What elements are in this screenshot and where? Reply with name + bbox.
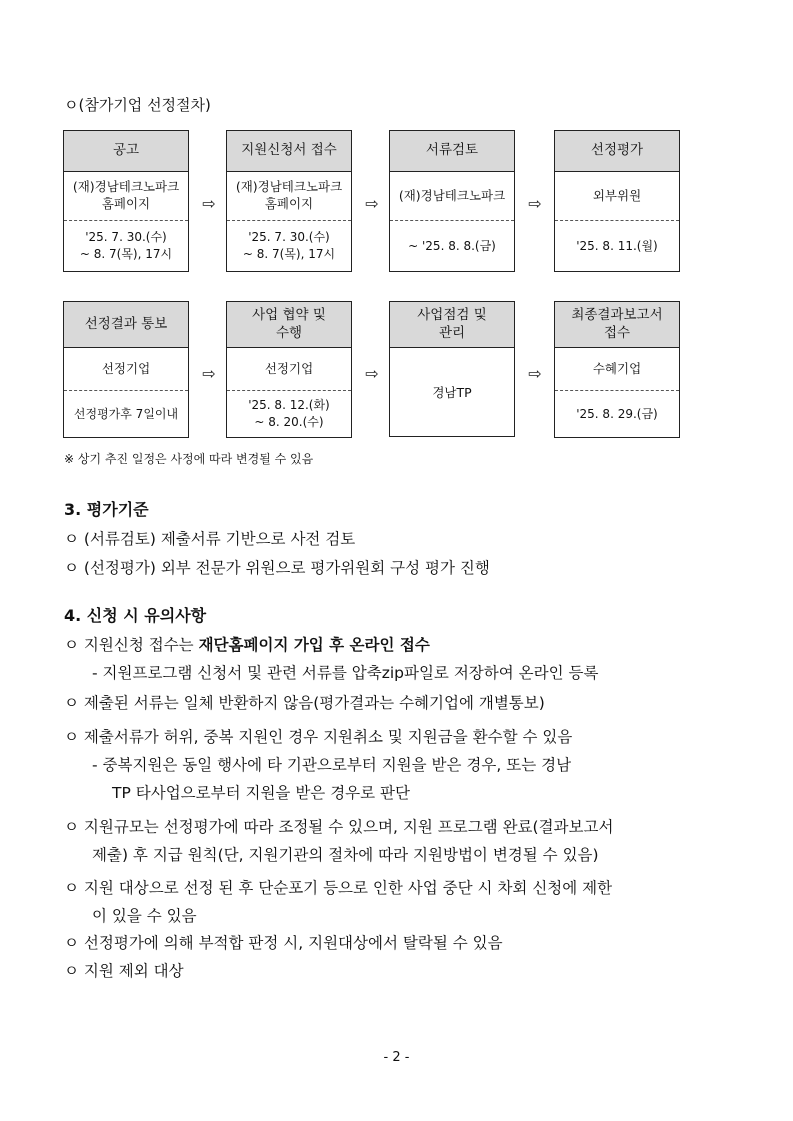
arrow-right-icon: ⇨	[365, 364, 379, 383]
sub-item: - 지원프로그램 신청서 및 관련 서류를 압축zip파일로 저장하여 온라인 등록	[92, 664, 599, 682]
step-who: (재)경남테크노파크	[390, 172, 514, 221]
item-text: ㅇ 지원신청 접수는	[64, 636, 199, 654]
item-emphasis: 재단홈페이지 가입 후 온라인 접수	[198, 636, 430, 654]
step-merged: 경남TP	[432, 385, 472, 400]
step-head: 공고	[64, 131, 188, 172]
step-head: 사업점검 및 관리	[390, 302, 514, 348]
section-title-notice: 4. 신청 시 유의사항	[64, 606, 207, 625]
arrow-right-icon: ⇨	[202, 364, 216, 383]
schedule-note: ※ 상기 추진 일정은 사정에 따라 변경될 수 있음	[64, 452, 314, 466]
list-item: ㅇ 지원규모는 선정평가에 따라 조정될 수 있으며, 지원 프로그램 완료(결과보고서	[64, 818, 614, 836]
step-when: 선정평가후 7일이내	[73, 406, 179, 421]
sub-item: - 중복지원은 동일 행사에 타 기관으로부터 지원을 받은 경우, 또는 경남	[92, 756, 572, 774]
step-box-agreement	[226, 301, 352, 438]
arrow-right-icon: ⇨	[528, 364, 542, 383]
step-who: (재)경남테크노파크 홈페이지	[64, 172, 188, 221]
list-item: ㅇ 선정평가에 의해 부적합 판정 시, 지원대상에서 탈락될 수 있음	[64, 934, 503, 952]
step-box-final-report	[554, 301, 680, 438]
step-who: 선정기업	[227, 348, 351, 391]
step-when: '25. 7. 30.(수) ~ 8. 7(목), 17시	[242, 230, 336, 261]
page-number: - 2 -	[383, 1050, 410, 1065]
step-who: (재)경남테크노파크 홈페이지	[227, 172, 351, 221]
step-box-inspection	[389, 301, 515, 437]
step-head: 선정결과 통보	[64, 302, 188, 348]
step-head: 사업 협약 및 수행	[227, 302, 351, 348]
step-head: 지원신청서 접수	[227, 131, 351, 172]
list-item: ㅇ (선정평가) 외부 전문가 위원으로 평가위원회 구성 평가 진행	[64, 559, 490, 577]
arrow-right-icon: ⇨	[202, 194, 216, 213]
list-item-continued: 제출) 후 지급 원칙(단, 지원기관의 절차에 따라 지원방법이 변경될 수 있음)	[92, 846, 599, 864]
list-item	[64, 633, 430, 655]
step-when: '25. 8. 29.(금)	[576, 406, 658, 421]
step-when: ~ '25. 8. 8.(금)	[408, 238, 496, 253]
step-box-document-review	[389, 130, 515, 272]
section-title-evaluation: 3. 평가기준	[64, 500, 149, 519]
step-who: 선정기업	[64, 348, 188, 391]
step-who: 수혜기업	[555, 348, 679, 391]
sub-item-continued: TP 타사업으로부터 지원을 받은 경우로 판단	[112, 784, 410, 802]
step-when: '25. 8. 12.(화) ~ 8. 20.(수)	[248, 398, 330, 429]
step-when: '25. 7. 30.(수) ~ 8. 7(목), 17시	[79, 230, 173, 261]
step-who: 외부위원	[555, 172, 679, 221]
step-head: 선정평가	[555, 131, 679, 172]
step-when: '25. 8. 11.(월)	[576, 238, 658, 253]
step-box-evaluation	[554, 130, 680, 272]
arrow-right-icon: ⇨	[365, 194, 379, 213]
step-box-announcement	[63, 130, 189, 272]
step-head: 서류검토	[390, 131, 514, 172]
list-item: ㅇ 제출된 서류는 일체 반환하지 않음(평가결과는 수혜기업에 개별통보)	[64, 694, 545, 712]
list-item: ㅇ 지원 제외 대상	[64, 962, 184, 980]
list-item: ㅇ 제출서류가 허위, 중복 지원인 경우 지원취소 및 지원금을 환수할 수 있음	[64, 728, 573, 746]
step-box-application	[226, 130, 352, 272]
list-item-continued: 이 있을 수 있음	[92, 907, 197, 925]
step-box-result-notice	[63, 301, 189, 438]
step-head: 최종결과보고서 접수	[555, 302, 679, 348]
list-item: ㅇ 지원 대상으로 선정 된 후 단순포기 등으로 인한 사업 중단 시 차회 신청에 제한	[64, 879, 613, 897]
procedure-title: ㅇ(참가기업 선정절차)	[64, 96, 211, 114]
list-item: ㅇ (서류검토) 제출서류 기반으로 사전 검토	[64, 530, 356, 548]
arrow-right-icon: ⇨	[528, 194, 542, 213]
